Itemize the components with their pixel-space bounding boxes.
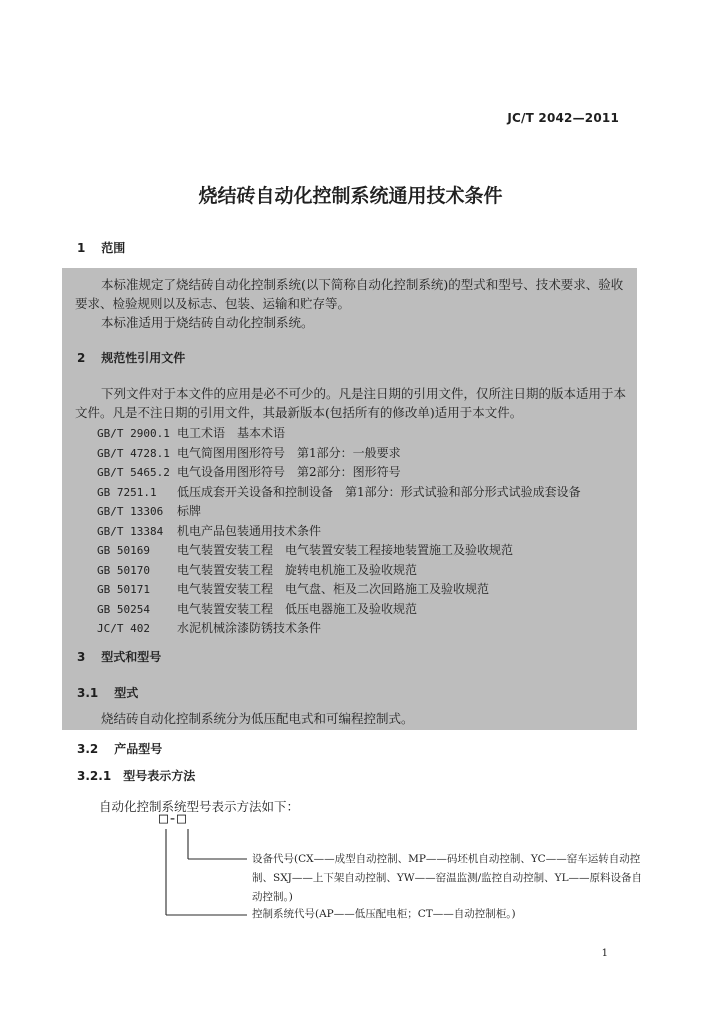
section-3-2-heading: [77, 740, 162, 757]
section-number: 3.2.1: [77, 769, 112, 783]
scope-paragraph-1: 本标准规定了烧结砖自动化控制系统(以下简称自动化控制系统)的型式和型号、技术要求、验收要求、检验规则以及标志、包装、运输和贮存等。: [75, 277, 624, 311]
reference-title: 水泥机械涂漆防锈技术条件: [177, 621, 322, 635]
reference-code: GB/T 13306: [97, 505, 164, 518]
section-title: 型号表示方法: [123, 769, 196, 783]
system-code-description: 控制系统代号(AP——低压配电柜；CT——自动控制柜。): [252, 908, 516, 920]
reference-title: 电工术语 基本术语: [177, 426, 286, 440]
reference-item: [97, 483, 581, 500]
reference-code: GB 50171: [97, 583, 150, 596]
section-3-2-1-heading: [77, 767, 195, 784]
reference-item: [97, 444, 401, 461]
section-number: 3.1: [77, 686, 99, 700]
reference-title: 电气装置安装工程 低压电器施工及验收规范: [177, 601, 418, 616]
section-number: 1: [77, 241, 86, 255]
reference-item: [97, 502, 201, 519]
section-number: 3.2: [77, 742, 99, 756]
standard-code: JC/T 2042—2011: [507, 111, 619, 125]
section-title: 产品型号: [114, 742, 163, 756]
reference-title: 电气装置安装工程 电气盘、柜及二次回路施工及验收规范: [177, 582, 490, 596]
equipment-code-description: 设备代号(CX——成型自动控制、MP——码坯机自动控制、YC——窑车运转自动控制、SXJ——上下架自动控制、YW——窑温监测/监控自动控制、YL——原料设备自动控制。): [252, 853, 643, 903]
section-1-heading: [77, 239, 125, 256]
section-2-heading: [77, 349, 185, 366]
section-3-heading: [77, 648, 161, 665]
reference-code: GB 50169: [97, 544, 150, 557]
reference-title: 电气设备用图形符号 第2部分：图形符号: [177, 465, 401, 479]
section-title: 范围: [101, 241, 126, 255]
reference-code: GB/T 2900.1: [97, 427, 170, 440]
reference-code: GB 50254: [97, 602, 150, 616]
section-number: 3: [77, 650, 86, 664]
reference-title: 电气简图用图形符号 第1部分：一般要求: [177, 445, 401, 460]
reference-code: GB/T 5465.2: [97, 466, 170, 479]
reference-item: [97, 600, 417, 617]
reference-item: [97, 463, 401, 480]
reference-code: JC/T 402: [97, 622, 150, 635]
reference-title: 机电产品包装通用技术条件: [177, 523, 322, 538]
reference-code: GB/T 13384: [97, 524, 164, 538]
reference-title: 标牌: [177, 504, 202, 518]
page-number: 1: [601, 948, 608, 959]
model-intro: 自动化控制系统型号表示方法如下：: [99, 799, 300, 814]
reference-item: [97, 561, 417, 578]
scope-paragraph-2: 本标准适用于烧结砖自动化控制系统。: [101, 315, 314, 330]
reference-title: 电气装置安装工程 电气装置安装工程接地装置施工及验收规范: [177, 543, 514, 557]
reference-item: [97, 424, 285, 441]
reference-item: [97, 580, 489, 597]
section-title: 型式: [114, 686, 139, 700]
reference-item: [97, 522, 321, 539]
reference-code: GB/T 4728.1: [97, 446, 170, 460]
normative-intro: 下列文件对于本文件的应用是必不可少的。凡是注日期的引用文件，仅所注日期的版本适用于本文件。凡是不注日期的引用文件，其最新版本(包括所有的修改单)适用于本文件。: [75, 386, 627, 420]
model-code-boxes: □-□: [159, 809, 187, 827]
section-number: 2: [77, 351, 86, 365]
reference-item: [97, 541, 513, 558]
form-paragraph: 烧结砖自动化控制系统分为低压配电式和可编程控制式。: [101, 711, 414, 726]
reference-title: 电气装置安装工程 旋转电机施工及验收规范: [177, 562, 418, 577]
reference-code: GB 7251.1: [97, 485, 157, 499]
reference-item: [97, 619, 321, 636]
section-title: 规范性引用文件: [101, 351, 186, 365]
section-3-1-heading: [77, 684, 138, 701]
reference-title: 低压成套开关设备和控制设备 第1部分：形式试验和部分形式试验成套设备: [177, 484, 581, 499]
section-title: 型式和型号: [101, 650, 162, 664]
reference-code: GB 50170: [97, 563, 150, 577]
document-title: 烧结砖自动化控制系统通用技术条件: [198, 185, 503, 207]
